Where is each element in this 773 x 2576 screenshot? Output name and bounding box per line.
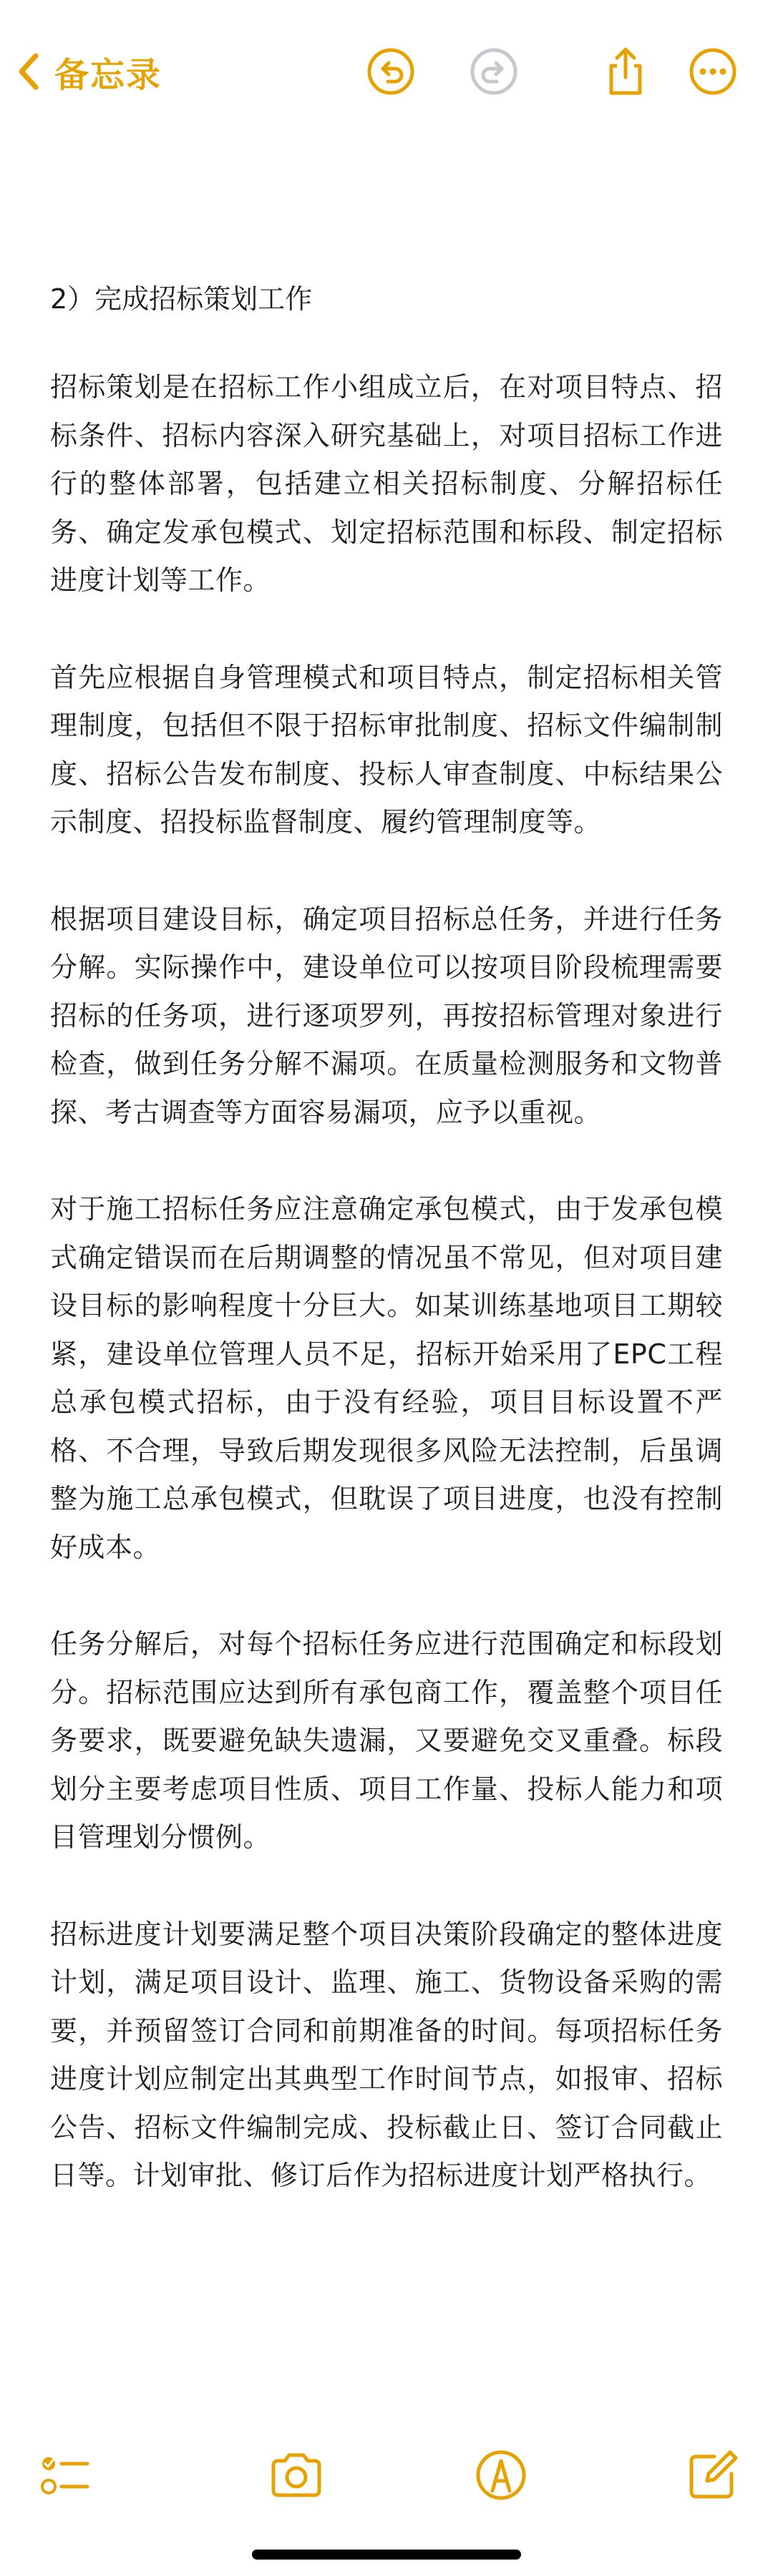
more-button[interactable] <box>687 46 739 97</box>
note-paragraph: 招标策划是在招标工作小组成立后，在对项目特点、招标条件、招标内容深入研究基础上，对项目招标工作进行的整体部署，包括建立相关招标制度、分解招标任务、确定发承包模式、划定招标范围和标段、制定招标进度计划等工作。 <box>50 371 723 596</box>
compose-button[interactable] <box>684 2447 742 2504</box>
checklist-button[interactable] <box>36 2447 93 2504</box>
scrolled-text-remnant <box>50 0 723 16</box>
share-icon <box>600 46 651 97</box>
note-paragraph: 对于施工招标任务应注意确定承包模式，由于发承包模式确定错误而在后期调整的情况虽不常见，但对项目建设目标的影响程度十分巨大。如某训练基地项目工期较紧，建设单位管理人员不足，招标开始采用了EPC工程总承包模式招标，由于没有经验，项目目标设置不严格、不合理，导致后期发现很多风险无法控制，后虽调整为施工总承包模式，但耽误了项目进度，也没有控制好成本。 <box>50 1193 723 1563</box>
bottom-toolbar <box>0 2432 773 2518</box>
note-paragraph: 根据项目建设目标，确定项目招标总任务，并进行任务分解。实际操作中，建设单位可以按项目阶段梳理需要招标的任务项，进行逐项罗列，再按招标管理对象进行检查，做到任务分解不漏项。在质量检测服务和文物普探、考古调查等方面容易漏项，应予以重视。 <box>50 903 723 1128</box>
undo-icon <box>365 46 417 97</box>
more-icon <box>687 46 739 97</box>
compose-icon <box>684 2447 742 2504</box>
home-indicator[interactable] <box>252 2550 521 2560</box>
share-button[interactable] <box>600 46 651 97</box>
note-paragraph: 首先应根据自身管理模式和项目特点，制定招标相关管理制度，包括但不限于招标审批制度、招标文件编制制度、招标公告发布制度、投标人审查制度、中标结果公示制度、招投标监督制度、履约管理制度等。 <box>50 661 723 838</box>
note-paragraph: 招标进度计划要满足整个项目决策阶段确定的整体进度计划，满足项目设计、监理、施工、货物设备采购的需要，并预留签订合同和前期准备的时间。每项招标任务进度计划应制定出其典型工作时间节点，如报审、招标公告、招标文件编制完成、投标截止日、签订合同截止日等。计划审批、修订后作为招标进度计划严格执行。 <box>50 1918 723 2191</box>
note-paragraph: 任务分解后，对每个招标任务应进行范围确定和标段划分。招标范围应达到所有承包商工作，覆盖整个项目任务要求，既要避免缺失遗漏，又要避免交叉重叠。标段划分主要考虑项目性质、项目工作量、投标人能力和项目管理划分惯例。 <box>50 1628 723 1853</box>
checklist-icon <box>36 2447 93 2504</box>
back-button[interactable] <box>16 44 162 99</box>
navigation-bar <box>0 29 773 114</box>
chevron-left-icon <box>16 50 42 93</box>
back-label: 备忘录 <box>54 54 162 95</box>
markup-button[interactable] <box>472 2447 530 2504</box>
redo-button[interactable] <box>468 46 520 97</box>
undo-button[interactable] <box>365 46 417 97</box>
camera-icon <box>268 2447 325 2504</box>
camera-button[interactable] <box>268 2447 325 2504</box>
note-heading: 2）完成招标策划工作 <box>50 283 313 315</box>
redo-icon <box>468 46 520 97</box>
note-body[interactable] <box>50 279 723 2249</box>
markup-icon <box>472 2447 530 2504</box>
